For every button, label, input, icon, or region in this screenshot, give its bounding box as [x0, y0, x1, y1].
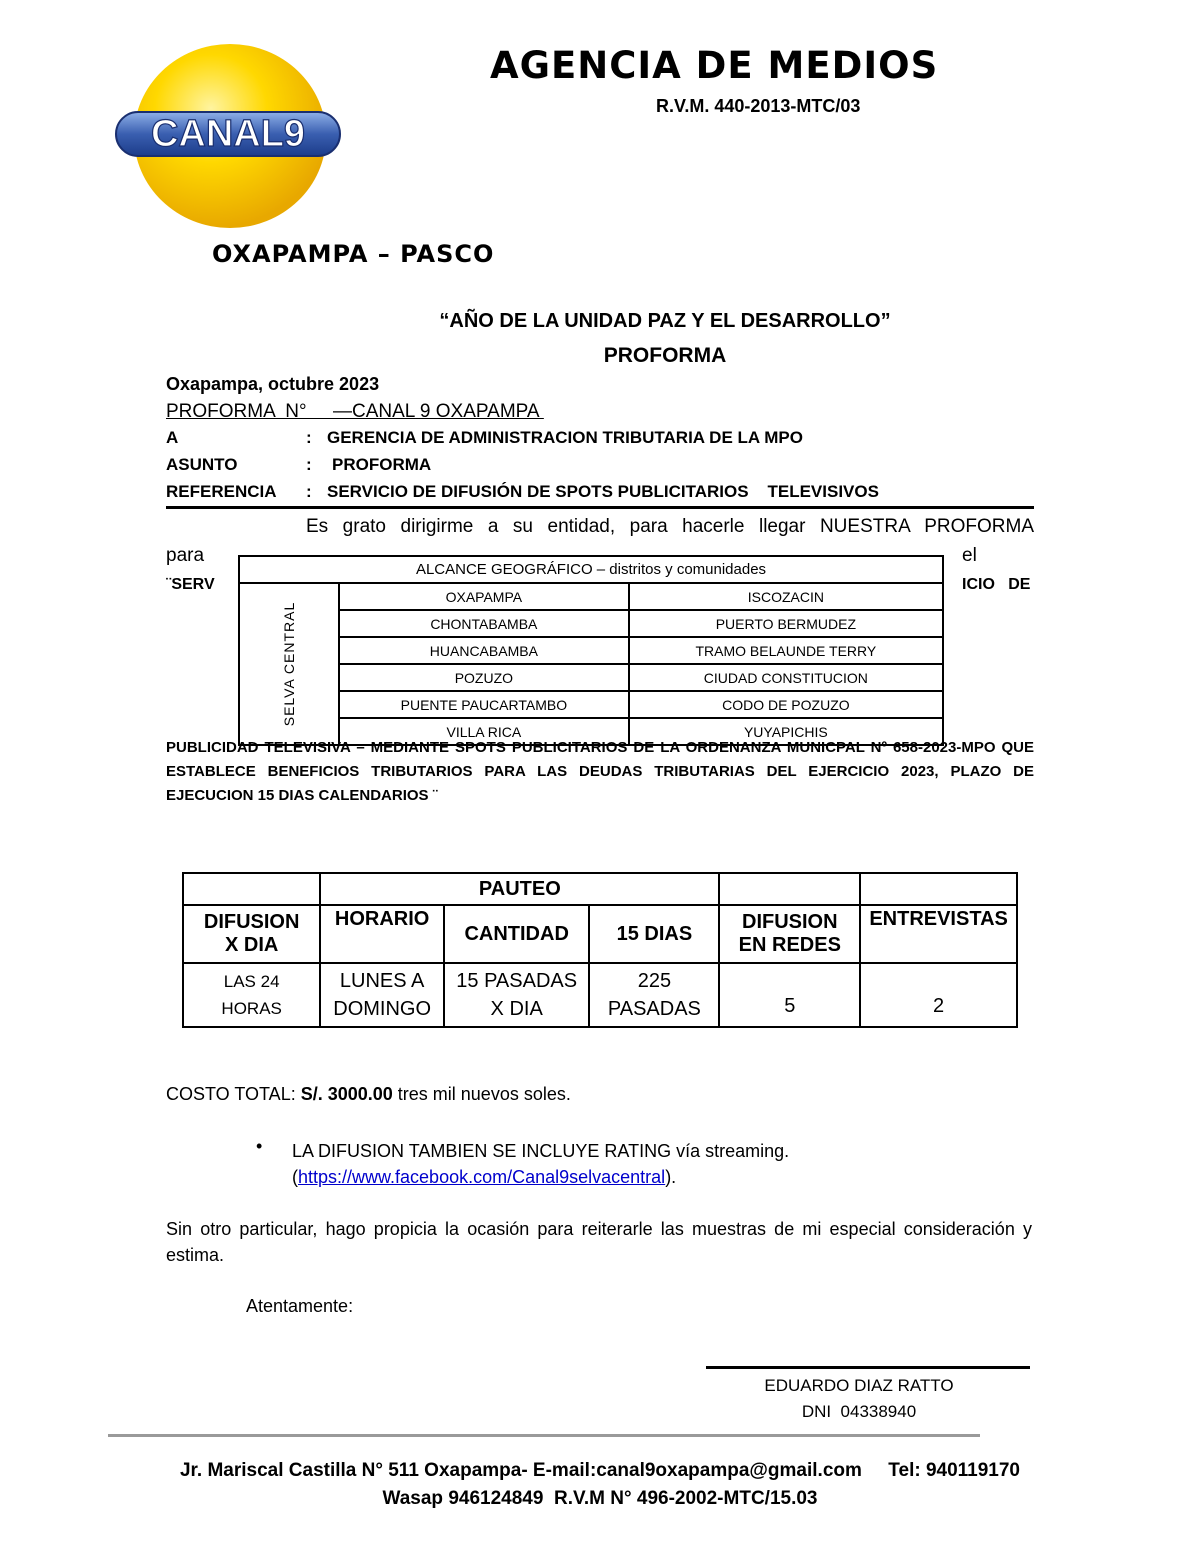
geo-cell: CHONTABAMBA — [339, 610, 629, 637]
canal9-logo — [112, 40, 344, 232]
proforma-number: PROFORMA N° —CANAL 9 OXAPAMPA — [166, 401, 544, 422]
row-label: A — [166, 428, 179, 447]
agency-rvm: R.V.M. 440-2013-MTC/03 — [656, 96, 861, 116]
geo-side-cell — [239, 583, 339, 745]
row-label: ASUNTO — [166, 455, 238, 474]
geo-side-label: SELVA CENTRAL — [281, 601, 297, 727]
bullet-item — [292, 1138, 789, 1190]
service-description: PUBLICIDAD TELEVISIVA – MEDIANTE SPOTS PUBLICITARIOS DE LA ORDENANZA MUNICPAL Nº 658-2023-MPO QUE ESTABLECE BENEFICIOS TRIBUTARIOS PARA LAS DEUDAS TRIBUTARIAS DEL EJERCICIO 2023, PLAZO DE EJECUCION 15 DIAS CALENDARIOS ¨ — [166, 739, 1034, 804]
row-label: REFERENCIA — [166, 482, 277, 501]
footer-contact: Jr. Mariscal Castilla N° 511 Oxapampa- E-mail:canal9oxapampa@gmail.com Tel: 940119170 — [179, 1460, 1021, 1481]
row-colon: : — [306, 428, 312, 447]
pauteo-empty-cell — [860, 873, 1017, 905]
row-colon: : — [306, 482, 312, 501]
row-value: PROFORMA — [332, 455, 432, 474]
year-motto: “AÑO DE LA UNIDAD PAZ Y EL DESARROLLO” — [439, 310, 891, 332]
geo-cell: POZUZO — [339, 664, 629, 691]
value-line: PASADAS — [607, 998, 701, 1020]
row-value: GERENCIA DE ADMINISTRACION TRIBUTARIA DE LA MPO — [327, 428, 803, 447]
value-horario — [320, 963, 444, 1027]
bullet-icon: • — [256, 1136, 263, 1156]
intro-line: Es grato dirigirme a su entidad, para hacerle llegar NUESTRA PROFORMA — [306, 516, 1034, 537]
value-difusion-dia — [183, 963, 320, 1027]
header-line: DIFUSION — [742, 911, 838, 933]
signature-name: EDUARDO DIAZ RATTO — [764, 1376, 954, 1395]
svg-text:CANAL9: CANAL9 — [150, 113, 306, 155]
header-line: EN REDES — [738, 934, 841, 956]
geo-cell: PUENTE PAUCARTAMBO — [339, 691, 629, 718]
cost-words: tres mil nuevos soles. — [392, 1084, 571, 1104]
header-line: X DIA — [224, 934, 279, 956]
geo-cell: CIUDAD CONSTITUCION — [629, 664, 943, 691]
facebook-link[interactable]: https://www.facebook.com/Canal9selvacentral — [298, 1167, 666, 1187]
paren-open: ( — [292, 1167, 298, 1187]
value-line: LUNES A — [339, 970, 425, 992]
pauteo-group-header: PAUTEO — [320, 873, 719, 905]
intro-icio: ICIO DE — [962, 576, 1031, 593]
intro-serv: ¨SERV — [166, 576, 215, 593]
row-colon: : — [306, 455, 312, 474]
header-divider — [166, 506, 1034, 509]
total-cost — [166, 1084, 571, 1105]
paren-close: ). — [665, 1167, 677, 1187]
footer-rvm: Wasap 946124849 R.V.M N° 496-2002-MTC/15.03 — [382, 1488, 818, 1509]
agency-title: AGENCIA DE MEDIOS — [490, 44, 939, 87]
signature-dni: DNI 04338940 — [801, 1402, 917, 1421]
value-line: HORAS — [221, 999, 282, 1018]
bullet-text: LA DIFUSION TAMBIEN SE INCLUYE RATING vía streaming. — [292, 1141, 790, 1161]
cost-amount: S/. 3000.00 — [300, 1084, 393, 1104]
date-line: Oxapampa, octubre 2023 — [166, 374, 380, 394]
geo-scope-table — [238, 555, 944, 740]
geo-cell: PUERTO BERMUDEZ — [629, 610, 943, 637]
geo-cell: OXAPAMPA — [339, 583, 629, 610]
value-line: 225 — [637, 970, 672, 992]
intro-el: el — [962, 545, 977, 566]
header-line: DIFUSION — [203, 911, 300, 933]
signature-line — [706, 1366, 1030, 1369]
header-difusion-dia — [183, 905, 320, 963]
header-15-dias: 15 DIAS — [589, 905, 719, 963]
geo-cell: YUYAPICHIS — [629, 718, 943, 745]
regards: Atentamente: — [246, 1296, 354, 1316]
pauteo-table — [182, 872, 1018, 1028]
value-cantidad — [444, 963, 589, 1027]
value-difusion-redes: 5 — [719, 963, 860, 1027]
intro-para: para — [166, 545, 205, 566]
geo-cell: CODO DE POZUZO — [629, 691, 943, 718]
city-title: OXAPAMPA – PASCO — [212, 240, 495, 268]
header-cantidad: CANTIDAD — [444, 905, 589, 963]
closing-paragraph: Sin otro particular, hago propicia la ocasión para reiterarle las muestras de mi especial consideración y estima. — [166, 1219, 1032, 1265]
value-line: 15 PASADAS — [456, 970, 578, 992]
footer-divider — [108, 1434, 980, 1437]
value-line: LAS 24 — [223, 972, 280, 991]
geo-cell: HUANCABAMBA — [339, 637, 629, 664]
geo-cell: VILLA RICA — [339, 718, 629, 745]
geo-table-header: ALCANCE GEOGRÁFICO – distritos y comunidades — [239, 556, 943, 583]
cost-label: COSTO TOTAL: — [166, 1084, 301, 1104]
pauteo-empty-cell — [719, 873, 860, 905]
pauteo-empty-cell — [183, 873, 320, 905]
value-line: X DIA — [490, 998, 543, 1020]
header-difusion-redes — [719, 905, 860, 963]
value-15-dias — [589, 963, 719, 1027]
bullet-link-line — [292, 1164, 789, 1190]
header-entrevistas: ENTREVISTAS — [860, 905, 1017, 963]
canal9-logo-icon — [112, 40, 344, 232]
row-value: SERVICIO DE DIFUSIÓN DE SPOTS PUBLICITARIOS TELEVISIVOS — [327, 482, 879, 501]
geo-cell: TRAMO BELAUNDE TERRY — [629, 637, 943, 664]
document-title: PROFORMA — [603, 344, 727, 367]
geo-cell: ISCOZACIN — [629, 583, 943, 610]
value-entrevistas: 2 — [860, 963, 1017, 1027]
header-horario: HORARIO — [320, 905, 444, 963]
value-line: DOMINGO — [333, 998, 432, 1020]
